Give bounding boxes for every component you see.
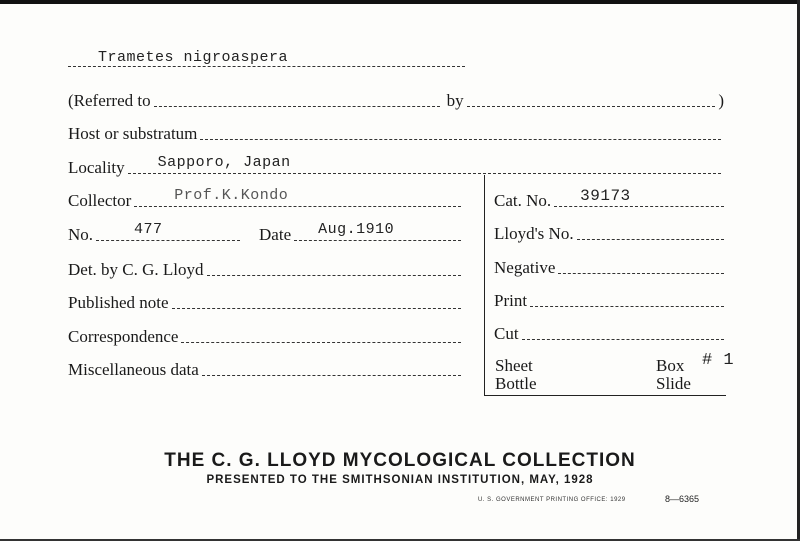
no-label: No. [68,225,94,244]
correspondence-line [181,342,461,343]
collector-label: Collector [68,191,132,210]
misc-label: Miscellaneous data [68,360,199,379]
collection-subtitle: PRESENTED TO THE SMITHSONIAN INSTITUTION, MAY, 1928 [206,474,594,486]
date-label: Date [259,225,292,244]
date-line [294,221,461,241]
print-row [494,286,724,310]
form-number: 8—6365 [665,494,700,504]
published-line [172,308,461,309]
sheet-label: Sheet [495,356,533,375]
negative-label: Negative [494,258,556,277]
misc-line [202,375,461,376]
correspondence-label: Correspondence [68,327,179,346]
lloyds-no-label: Lloyd's No. [494,224,574,243]
host-line [200,139,721,140]
date-value: Aug.1910 [318,221,395,238]
print-line [530,306,724,307]
locality-row [68,153,724,177]
number-date-row [68,220,464,244]
slide-label: Slide [656,374,691,393]
negative-row [494,253,724,277]
close-paren: ) [718,91,724,110]
species-row [68,46,468,70]
card-edge-top [0,0,800,4]
locality-value: Sapporo, Japan [157,154,291,171]
det-row [68,255,464,279]
locality-label: Locality [68,158,125,177]
cut-label: Cut [494,324,519,343]
locality-line [128,154,721,174]
species-line [68,49,465,67]
box-value: # 1 [702,351,735,370]
published-row [68,288,464,312]
species-name: Trametes nigroaspera [98,49,289,66]
published-label: Published note [68,293,169,312]
referred-to-label: (Referred to [68,91,151,110]
cut-line [522,339,724,340]
no-value: 477 [134,221,163,238]
cat-no-value: 39173 [580,187,631,205]
bottle-label: Bottle [495,374,537,393]
print-label: Print [494,291,528,310]
misc-row [68,355,464,379]
host-row [68,119,724,143]
referred-row [68,86,724,110]
correspondence-row [68,322,464,346]
cut-row [494,319,724,343]
by-label: by [446,91,464,110]
cat-no-row [494,186,724,210]
collector-value: Prof.K.Kondo [174,187,289,204]
printing-office-imprint: U. S. GOVERNMENT PRINTING OFFICE: 1929 [478,497,626,503]
cat-no-line [554,187,724,207]
collection-title: THE C. G. LLOYD MYCOLOGICAL COLLECTION [164,450,636,471]
collector-line [134,187,461,207]
collector-row [68,186,464,210]
lloyds-no-line [577,239,724,240]
negative-line [558,273,724,274]
by-line [467,106,716,107]
lloyds-no-row [494,219,724,243]
det-label: Det. by C. G. Lloyd [68,260,204,279]
host-label: Host or substratum [68,124,198,143]
referred-to-line [154,106,440,107]
det-line [207,275,461,276]
no-line [96,221,240,241]
box-label: Box [656,356,685,375]
cat-no-label: Cat. No. [494,191,552,210]
